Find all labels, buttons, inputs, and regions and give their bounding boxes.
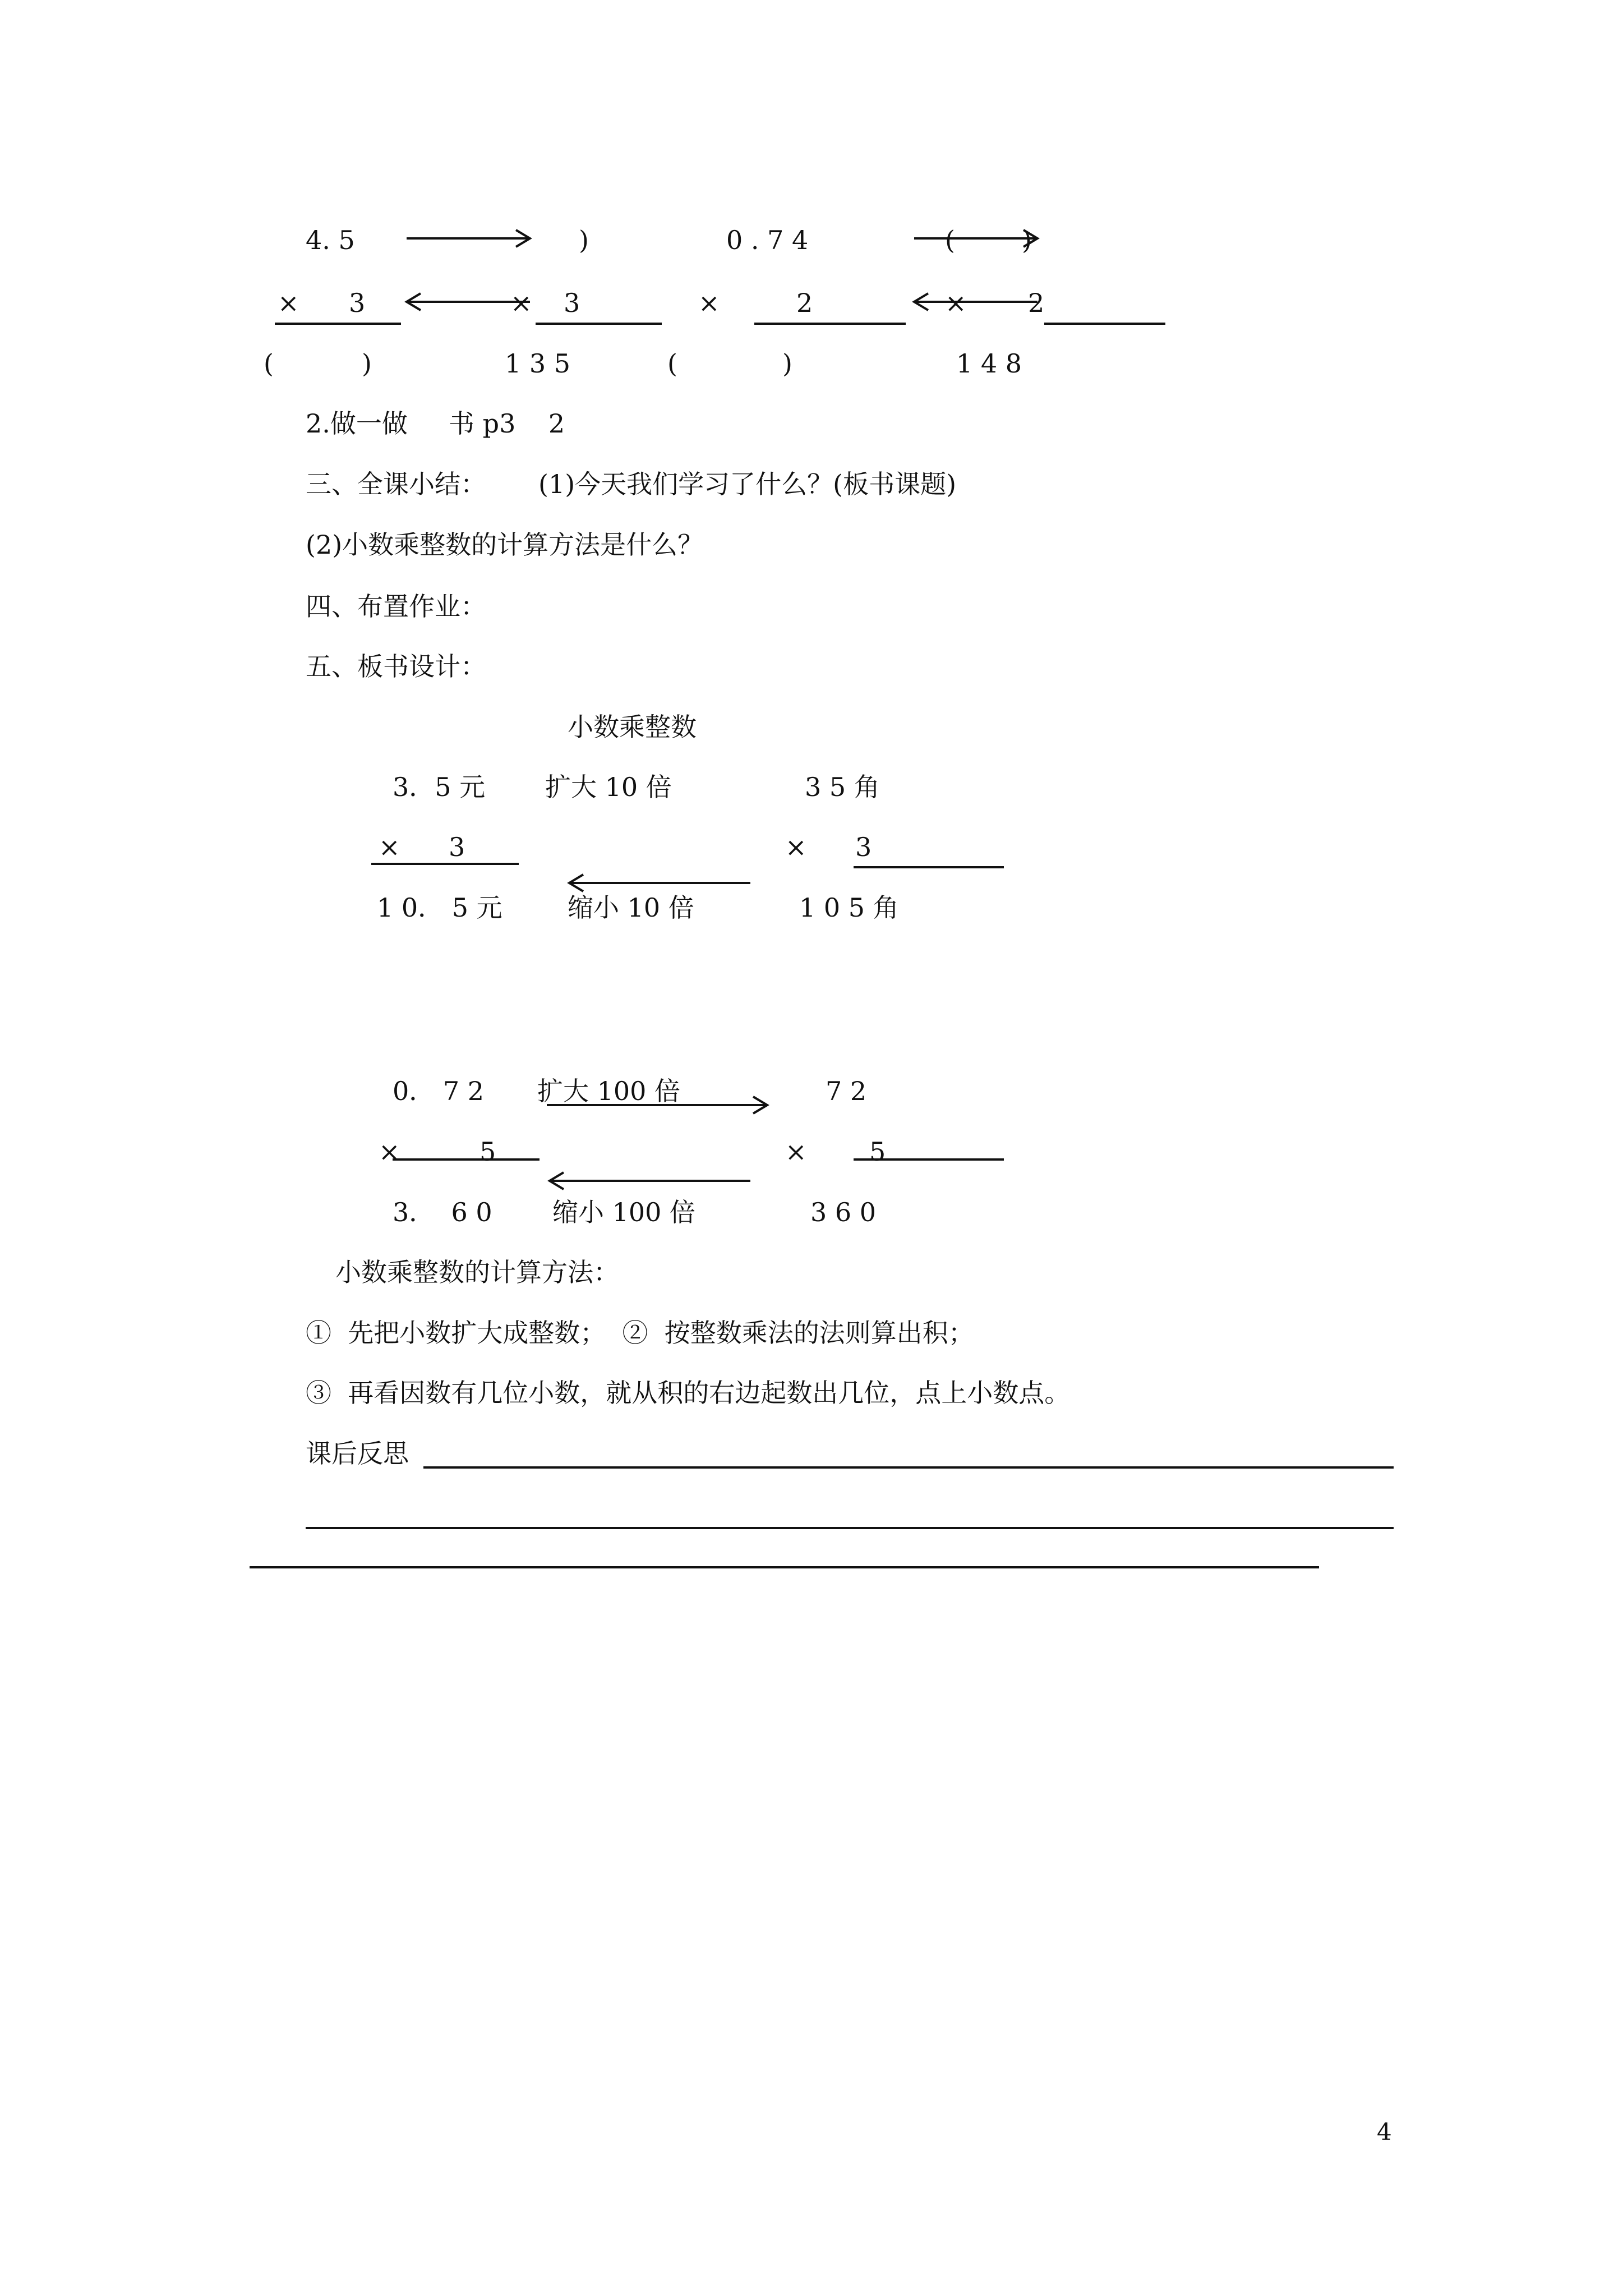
times-sign: ×	[278, 288, 299, 318]
example-a-paren: )	[579, 225, 589, 255]
board-ex2-enlarge: 扩大 100 倍	[537, 1076, 681, 1106]
example-b: 0 . 7 4	[726, 225, 809, 255]
board-ex1-product-b: 1 0 5 角	[799, 892, 899, 923]
board-ex2-b: 7 2	[826, 1076, 867, 1106]
factor-3: 3	[349, 288, 366, 318]
board-ex2-shrink: 缩小 100 倍	[552, 1197, 696, 1227]
board-ex1-three-b: 3	[855, 832, 872, 862]
method-step-1-2: ① 先把小数扩大成整数； ② 按整数乘法的法则算出积；	[306, 1318, 974, 1348]
blank-paren-open: (	[264, 348, 274, 379]
times-sign: ×	[698, 288, 720, 318]
method-title: 小数乘整数的计算方法：	[335, 1257, 619, 1287]
board-ex2-times-a: ×	[379, 1137, 400, 1167]
times-sign: ×	[945, 288, 967, 318]
board-heading: 五、板书设计：	[306, 651, 486, 682]
board-ex1-three-a: 3	[449, 832, 465, 862]
times-sign: ×	[510, 288, 532, 318]
board-ex1-a: 3．5 元	[393, 772, 486, 802]
board-ex2-product-a: 3． 6 0	[393, 1197, 492, 1227]
homework-heading: 四、布置作业：	[306, 591, 486, 622]
product-135: 1 3 5	[505, 348, 571, 379]
summary-q2: (2)小数乘整数的计算方法是什么？	[306, 530, 704, 560]
board-ex1-enlarge: 扩大 10 倍	[545, 772, 672, 802]
board-ex2-five-a: 5	[479, 1137, 496, 1167]
do-it-line: 2.做一做 书 p3 2	[306, 408, 565, 439]
factor-3: 3	[564, 288, 580, 318]
board-ex2-five-b: 5	[869, 1137, 886, 1167]
board-ex1-times-a: ×	[379, 832, 400, 862]
board-ex2-times-b: ×	[785, 1137, 807, 1167]
product-148: 1 4 8	[956, 348, 1022, 379]
board-ex1-times-b: ×	[785, 832, 807, 862]
example-b-paren: (	[945, 225, 955, 255]
method-step-3: ③ 再看因数有几位小数，就从积的右边起数出几位，点上小数点。	[306, 1378, 1071, 1408]
board-ex1-b: 3 5 角	[805, 772, 880, 802]
factor-2: 2	[796, 288, 813, 318]
example-b-paren-close: )	[1022, 225, 1032, 255]
blank-paren-close: )	[362, 348, 372, 379]
board-title: 小数乘整数	[568, 712, 697, 742]
summary-q1: (1)今天我们学习了什么？(板书课题)	[538, 469, 957, 499]
reflection-label: 课后反思	[306, 1438, 409, 1469]
blank-paren-open: (	[667, 348, 677, 379]
factor-2: 2	[1028, 288, 1045, 318]
board-ex2-a: 0． 7 2	[393, 1076, 485, 1106]
example-a: 4. 5	[306, 225, 355, 255]
board-ex1-product-a: 1 0． 5 元	[377, 892, 502, 923]
blank-paren-close: )	[782, 348, 792, 379]
board-ex2-product-b: 3 6 0	[810, 1197, 877, 1227]
summary-title: 三、全课小结：	[306, 469, 486, 499]
page-number: 4	[1377, 2118, 1392, 2146]
board-ex1-shrink: 缩小 10 倍	[568, 892, 694, 923]
